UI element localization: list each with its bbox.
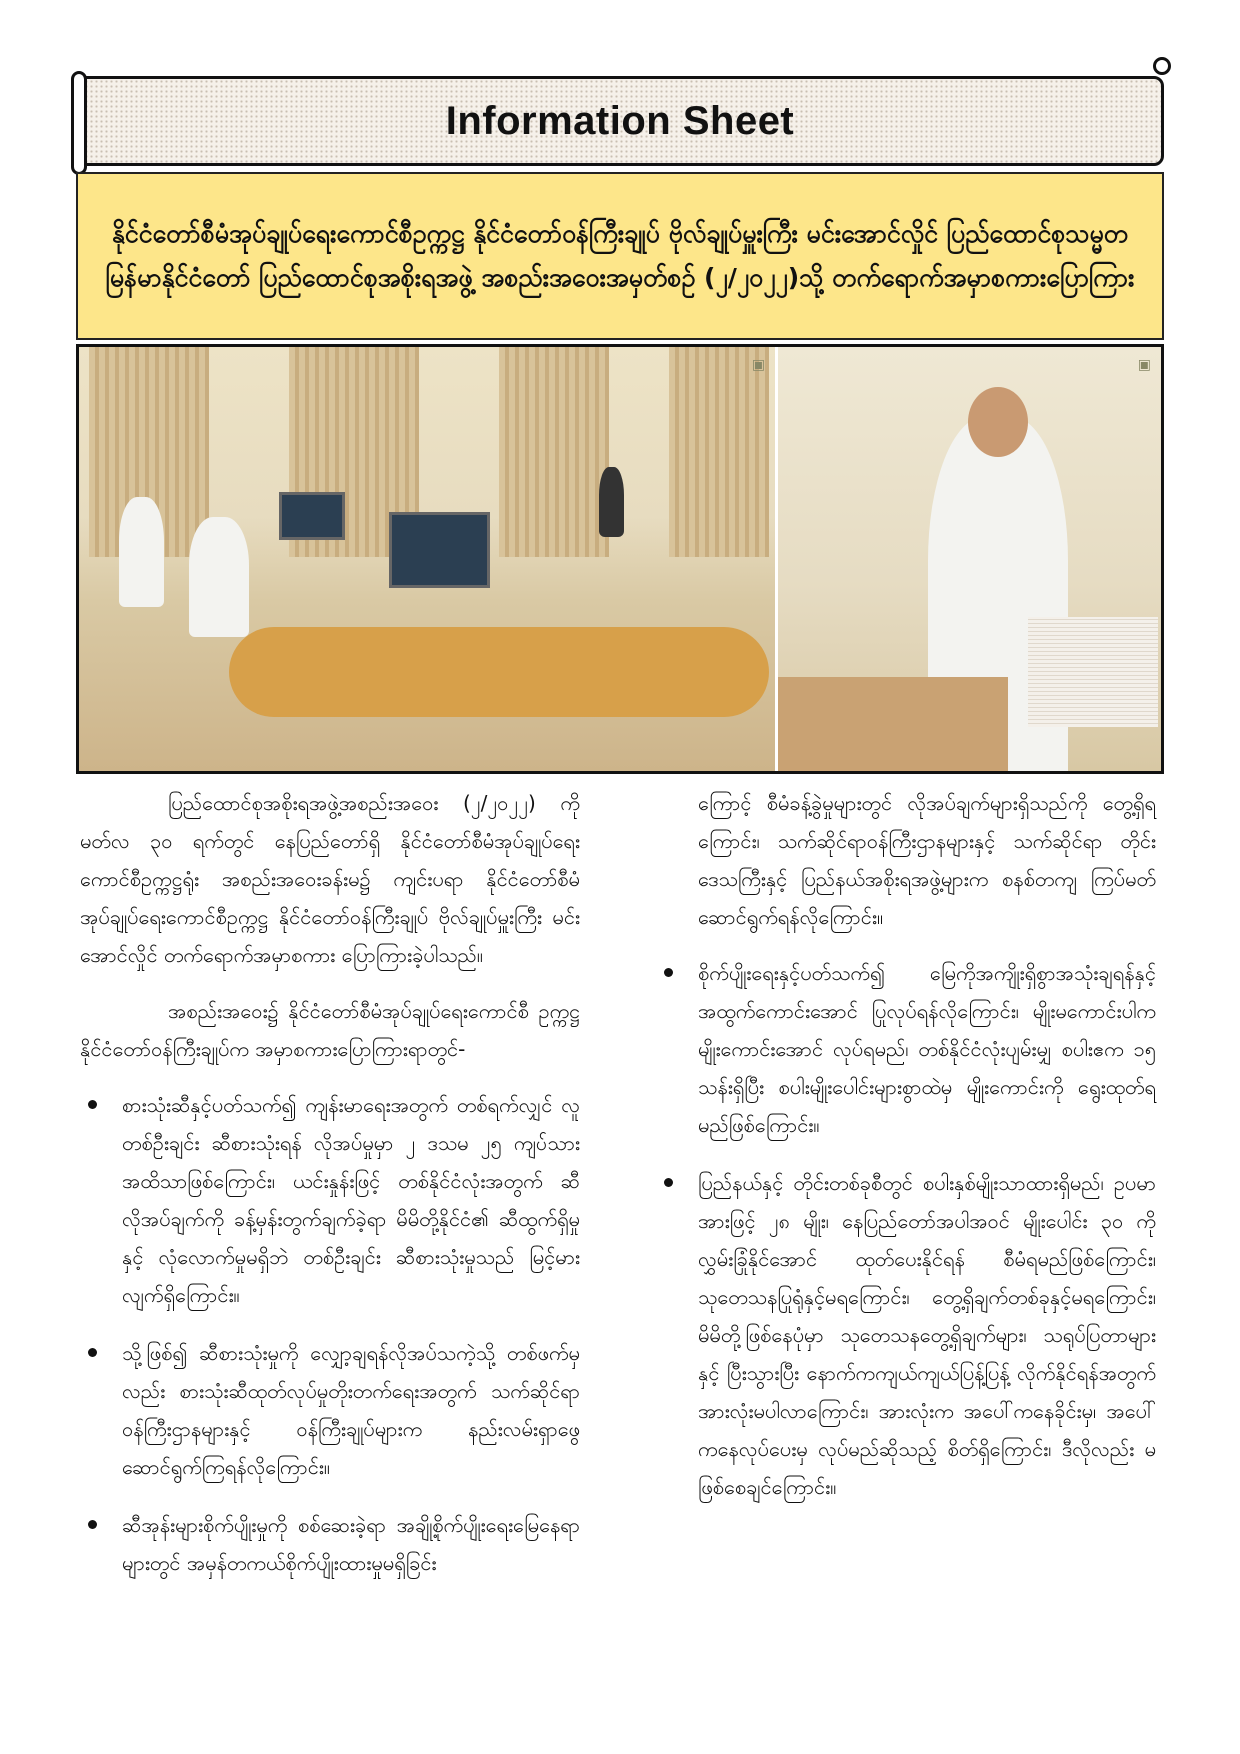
bullet-item: ဆီအုန်းများစိုက်ပျိုးမှုကို စစ်ဆေးခဲ့ရာ အချို့စိုက်ပျိုးရေးမြေနေရာများတွင် အမှန်တကယ်စိုက်ပျိုးထားမှုမရှိခြင်း <box>80 1506 580 1582</box>
speaker-photo-icon: ▣ <box>1137 357 1151 373</box>
information-sheet-banner <box>76 76 1164 166</box>
continuation-paragraph: ကြောင့် စီမံခန့်ခွဲမှုများတွင် လိုအပ်ချက်များရှိသည်ကို တွေ့ရှိရကြောင်း၊ သက်ဆိုင်ရာဝန်ကြီးဌာနများနှင့် သက်ဆိုင်ရာ တိုင်းဒေသကြီးနှင့် ပြည်နယ်အစိုးရအဖွဲ့များက စနစ်တကျ ကြပ်မတ်ဆောင်ရွက်ရန်လိုကြောင်း။ <box>698 791 1156 929</box>
banner-title: Information Sheet <box>445 98 795 143</box>
bullet-item: သို့ဖြစ်၍ ဆီစားသုံးမှုကို လျှော့ချရန်လိုအပ်သကဲ့သို့ တစ်ဖက်မှလည်း စားသုံးဆီထုတ်လုပ်မှုတိုးတက်ရေးအတွက် သက်ဆိုင်ရာဝန်ကြီးဌာနများနှင့် ဝန်ကြီးချုပ်များက နည်းလမ်းရှာဖွေဆောင်ရွက်ကြရန်လိုကြောင်း။ <box>80 1334 580 1486</box>
scroll-roll-right <box>1153 57 1171 75</box>
speaker-photo <box>775 347 1161 771</box>
right-column <box>656 784 1156 1526</box>
speech-intro-paragraph: အစည်းအဝေး၌ နိုင်ငံတော်စီမံအုပ်ချုပ်ရေးကောင်စီ ဥက္ကဋ္ဌ နိုင်ငံတော်ဝန်ကြီးချုပ်က အမှာစကားပြောကြားရာတွင်- <box>80 999 580 1061</box>
bullet-item: စိုက်ပျိုးရေးနှင့်ပတ်သက်၍ မြေကိုအကျိုးရှိစွာအသုံးချရန်နှင့် အထွက်ကောင်းအောင် ပြုလုပ်ရန်လိုကြောင်း၊ မျိုးမကောင်းပါက မျိုးကောင်းအောင် လုပ်ရမည်၊ တစ်နိုင်ငံလုံးပျမ်းမျှ စပါးဧက ၁၅ သန်းရှိပြီး စပါးမျိုးပေါင်းများစွာထဲမှ မျိုးကောင်းကို ရွေးထုတ်ရမည်ဖြစ်ကြောင်း။ <box>656 954 1156 1144</box>
photo-frame <box>76 344 1164 774</box>
right-bullet-list <box>656 954 1156 1506</box>
left-column <box>80 784 580 1602</box>
bullet-item: စားသုံးဆီနှင့်ပတ်သက်၍ ကျန်းမာရေးအတွက် တစ်ရက်လျှင် လူတစ်ဦးချင်း ဆီစားသုံးရန် လိုအပ်မှုမှာ ၂ ဒသမ ၂၅ ကျပ်သားအထိသာဖြစ်ကြောင်း၊ ယင်းနှုန်းဖြင့် တစ်နိုင်ငံလုံးအတွက် ဆီလိုအပ်ချက်ကို ခန့်မှန်းတွက်ချက်ခဲ့ရာ မိမိတို့နိုင်ငံ၏ ဆီထွက်ရှိမှုနှင့် လုံလောက်မှုမရှိဘဲ တစ်ဦးချင်း ဆီစားသုံးမှုသည် မြင့်မားလျက်ရှိကြောင်း။ <box>80 1086 580 1314</box>
intro-paragraph: ပြည်ထောင်စုအစိုးရအဖွဲ့အစည်းအဝေး (၂/၂၀၂၂) ကို မတ်လ ၃၀ ရက်တွင် နေပြည်တော်ရှိ နိုင်ငံတော်စီမံအုပ်ချုပ်ရေးကောင်စီဥက္ကဋ္ဌရုံး အစည်းအဝေးခန်းမ၌ ကျင်းပရာ နိုင်ငံတော်စီမံအုပ်ချုပ်ရေးကောင်စီဥက္ကဋ္ဌ နိုင်ငံတော်ဝန်ကြီးချုပ် ဗိုလ်ချုပ်မှူးကြီး မင်းအောင်လှိုင် တက်ရောက်အမှာစကား ပြောကြားခဲ့ပါသည်။ <box>80 791 580 967</box>
headline-text: နိုင်ငံတော်စီမံအုပ်ချုပ်ရေးကောင်စီဥက္ကဋ္ဌ နိုင်ငံတော်ဝန်ကြီးချုပ် ဗိုလ်ချုပ်မှူးကြီး မင်းအောင်လှိုင် ပြည်ထောင်စုသမ္မတမြန်မာနိုင်ငံတော် ပြည်ထောင်စုအစိုးရအဖွဲ့ အစည်းအဝေးအမှတ်စဉ် (၂/၂၀၂၂)သို့ တက်ရောက်အမှာစကားပြောကြား <box>105 219 1135 292</box>
left-bullet-list <box>80 1086 580 1582</box>
meeting-photo-icon: ▣ <box>751 357 766 373</box>
bullet-item: ပြည်နယ်နှင့် တိုင်းတစ်ခုစီတွင် စပါးနှစ်မျိုးသာထားရှိမည်၊ ဥပမာအားဖြင့် ၂၈ မျိုး၊ နေပြည်တော်အပါအဝင် မျိုးပေါင်း ၃၀ ကို လွှမ်းခြုံနိုင်အောင် ထုတ်ပေးနိုင်ရန် စီမံရမည်ဖြစ်ကြောင်း၊ သုတေသနပြုရုံနှင့်မရကြောင်း၊ တွေ့ရှိချက်တစ်ခုနှင့်မရကြောင်း၊ မိမိတို့ဖြစ်နေပုံမှာ သုတေသနတွေ့ရှိချက်များ၊ သရုပ်ပြတာများနှင့် ပြီးသွားပြီး နောက်ကကျယ်ကျယ်ပြန့်ပြန့် လိုက်နိုင်ရန်အတွက် အားလုံးမပါလာကြောင်း၊ အားလုံးက အပေါ်ကနေခိုင်းမှ၊ အပေါ်ကနေလုပ်ပေးမှ လုပ်မည်ဆိုသည့် စိတ်ရှိကြောင်း၊ ဒီလိုလည်း မဖြစ်စေချင်ကြောင်း။ <box>656 1164 1156 1506</box>
meeting-room-photo <box>79 347 775 771</box>
scroll-roll-left <box>71 71 87 175</box>
headline-box <box>76 172 1164 340</box>
